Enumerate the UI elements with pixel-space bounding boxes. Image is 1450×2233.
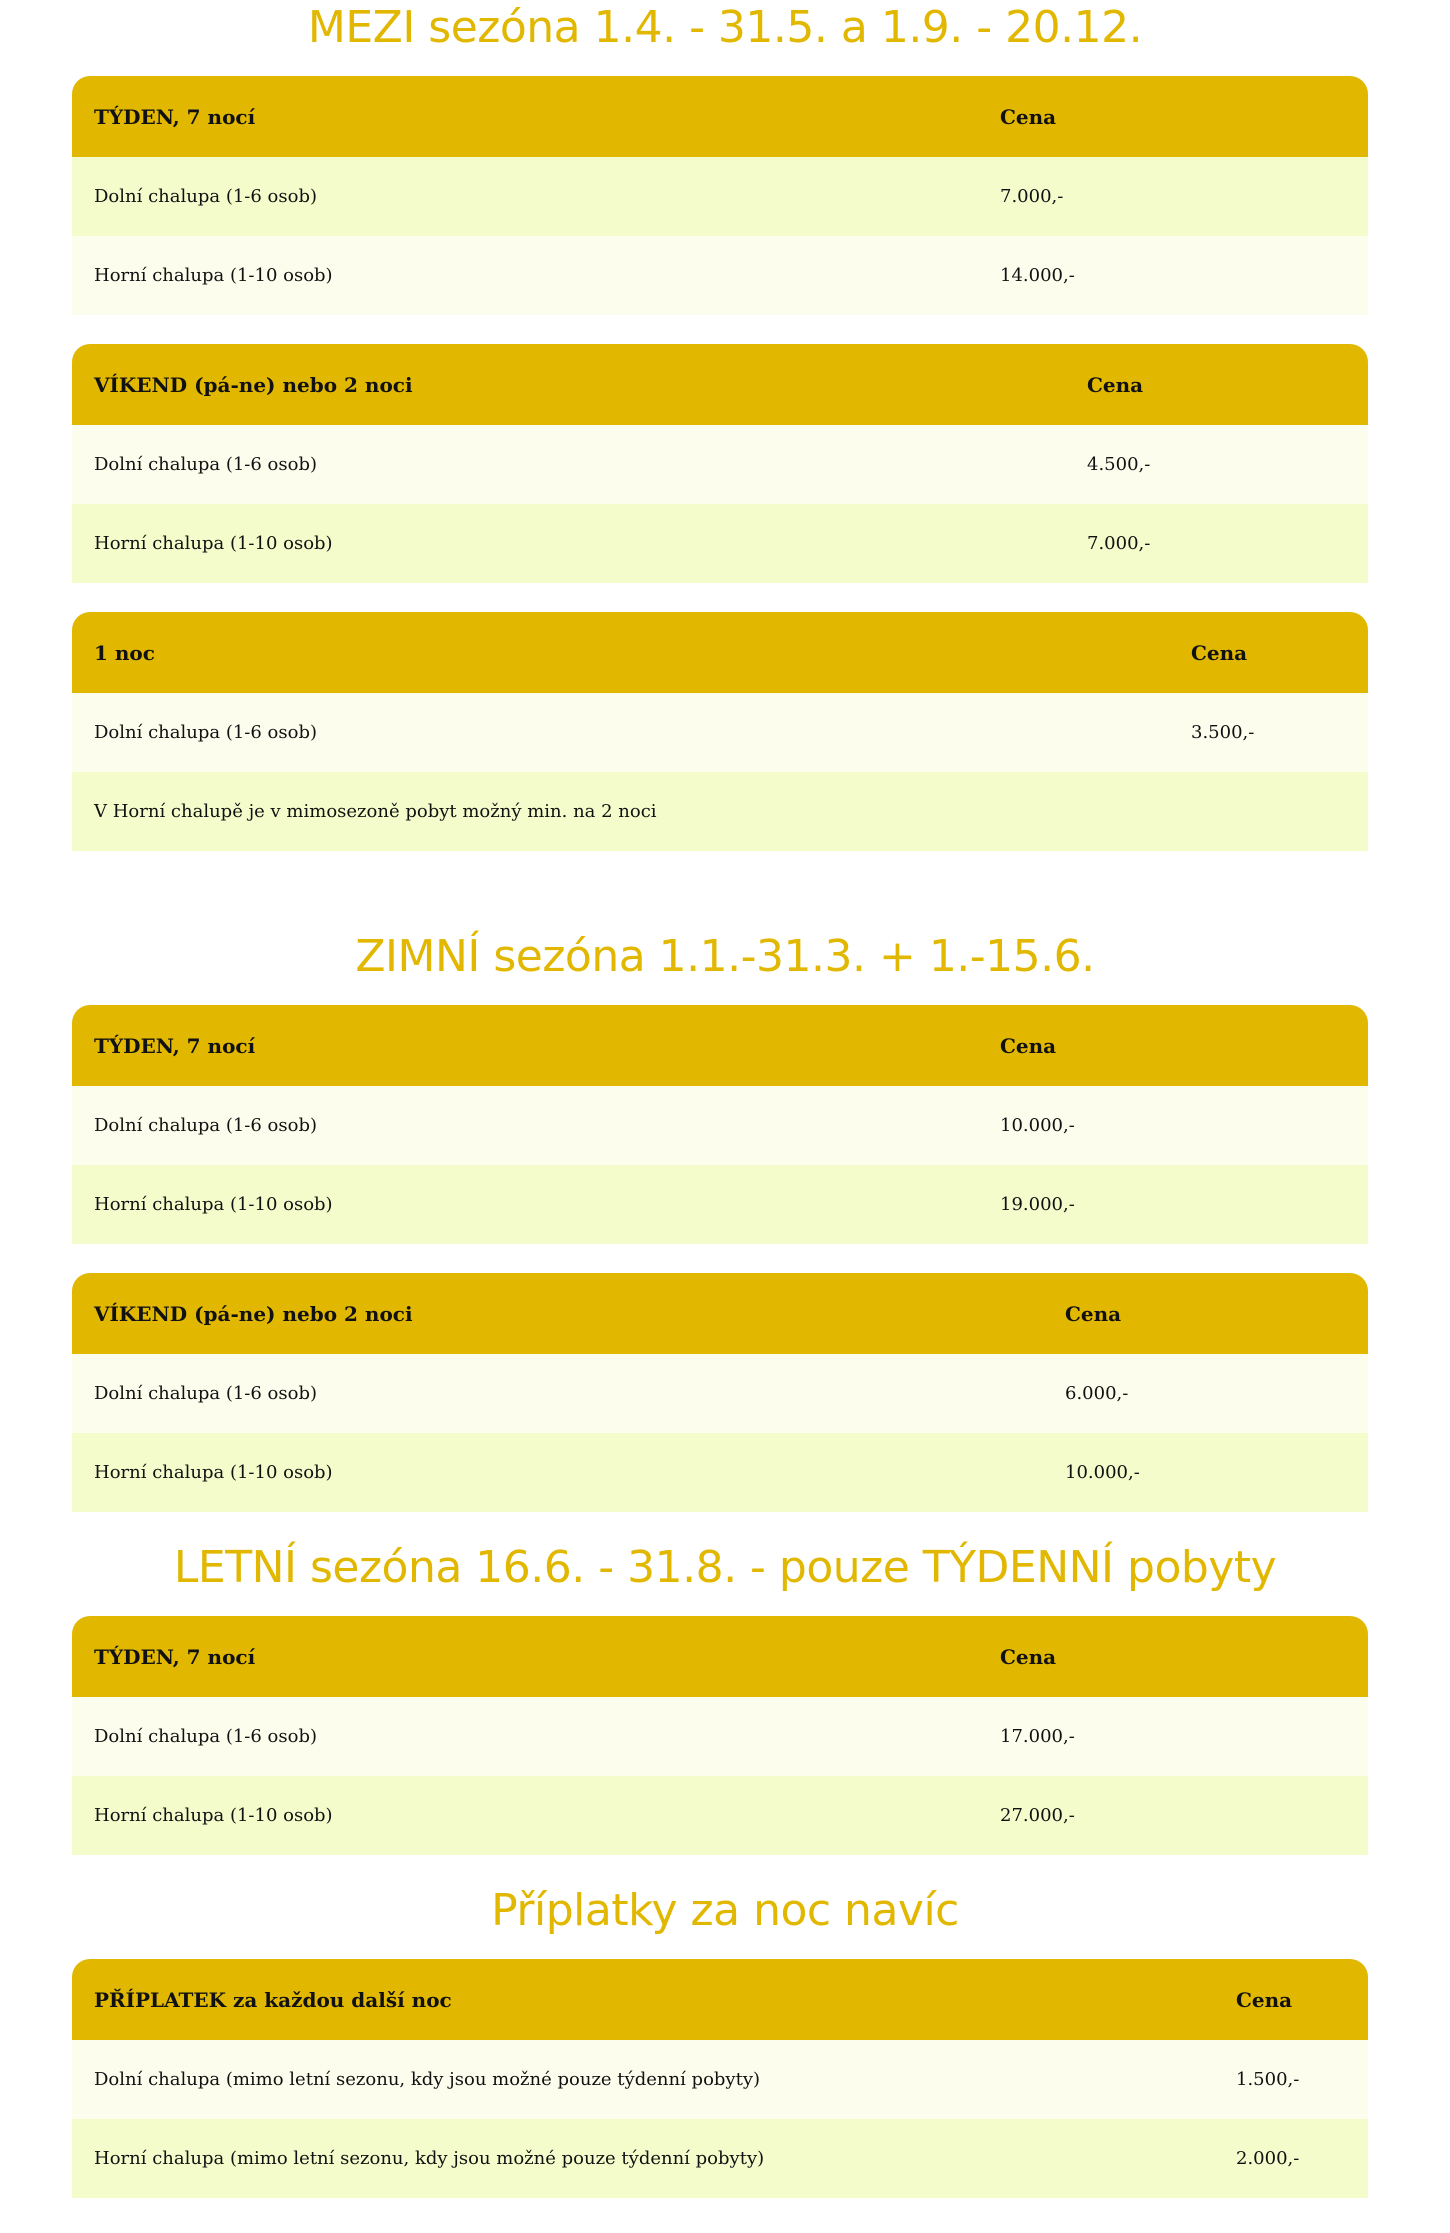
row-label: Dolní chalupa (1-6 osob): [72, 157, 978, 236]
price-table-zimni-weekend: [72, 1273, 1368, 1512]
table-row: [72, 1433, 1368, 1512]
table-header-price: Cena: [1043, 1273, 1368, 1354]
row-label: Dolní chalupa (1-6 osob): [72, 693, 1169, 772]
table-header-price: Cena: [1169, 612, 1368, 693]
row-label: Horní chalupa (1-10 osob): [72, 236, 978, 315]
price-table-letni-week: [72, 1616, 1368, 1855]
table-header-label: PŘÍPLATEK za každou další noc: [72, 1959, 1214, 2040]
table-header-label: VÍKEND (pá-ne) nebo 2 noci: [72, 1273, 1043, 1354]
table-row: [72, 1776, 1368, 1855]
row-price: [1169, 772, 1368, 851]
row-price: 2.000,-: [1214, 2119, 1368, 2198]
table-row: [72, 772, 1368, 851]
table-header-label: VÍKEND (pá-ne) nebo 2 noci: [72, 344, 1065, 425]
section-title-zimni: ZIMNÍ sezóna 1.1.-31.3. + 1.-15.6.: [355, 931, 1095, 982]
table-row: [72, 157, 1368, 236]
table-header-price: Cena: [978, 1616, 1368, 1697]
table-row: [72, 693, 1368, 772]
table-header-label: TÝDEN, 7 nocí: [72, 1616, 978, 1697]
row-label: Dolní chalupa (1-6 osob): [72, 1697, 978, 1776]
table-row: [72, 2040, 1368, 2119]
table-header-price: Cena: [978, 1005, 1368, 1086]
table-header-label: TÝDEN, 7 nocí: [72, 76, 978, 157]
row-label: Horní chalupa (1-10 osob): [72, 1776, 978, 1855]
price-table-mezi-weekend: [72, 344, 1368, 583]
table-row: [72, 1086, 1368, 1165]
row-label: Horní chalupa (1-10 osob): [72, 1165, 978, 1244]
row-label: Dolní chalupa (1-6 osob): [72, 1086, 978, 1165]
section-title-priplatky: Příplatky za noc navíc: [491, 1885, 959, 1936]
table-row: [72, 1354, 1368, 1433]
row-price: 6.000,-: [1043, 1354, 1368, 1433]
row-price: 4.500,-: [1065, 425, 1368, 504]
table-row: [72, 1697, 1368, 1776]
price-table-zimni-week: [72, 1005, 1368, 1244]
row-price: 10.000,-: [978, 1086, 1368, 1165]
section-title-mezi: MEZI sezóna 1.4. - 31.5. a 1.9. - 20.12.: [307, 2, 1143, 53]
table-row: [72, 425, 1368, 504]
price-table-surcharge: [72, 1959, 1368, 2198]
table-row: [72, 236, 1368, 315]
row-price: 17.000,-: [978, 1697, 1368, 1776]
row-price: 19.000,-: [978, 1165, 1368, 1244]
row-price: 10.000,-: [1043, 1433, 1368, 1512]
row-price: 3.500,-: [1169, 693, 1368, 772]
table-row: [72, 504, 1368, 583]
section-title-letni: LETNÍ sezóna 16.6. - 31.8. - pouze TÝDENNÍ pobyty: [173, 1542, 1277, 1593]
table-row: [72, 2119, 1368, 2198]
table-header-price: Cena: [978, 76, 1368, 157]
row-label: Horní chalupa (1-10 osob): [72, 1433, 1043, 1512]
row-price: 7.000,-: [978, 157, 1368, 236]
price-table-mezi-night: [72, 612, 1368, 851]
table-header-price: Cena: [1214, 1959, 1368, 2040]
row-label: Dolní chalupa (1-6 osob): [72, 1354, 1043, 1433]
price-table-mezi-week: [72, 76, 1368, 315]
table-header-label: 1 noc: [72, 612, 1169, 693]
row-label: Dolní chalupa (1-6 osob): [72, 425, 1065, 504]
row-label: Horní chalupa (mimo letní sezonu, kdy jsou možné pouze týdenní pobyty): [72, 2119, 1214, 2198]
table-row: [72, 1165, 1368, 1244]
row-price: 14.000,-: [978, 236, 1368, 315]
row-price: 7.000,-: [1065, 504, 1368, 583]
row-note: V Horní chalupě je v mimosezoně pobyt možný min. na 2 noci: [72, 772, 1169, 851]
table-header-price: Cena: [1065, 344, 1368, 425]
row-price: 27.000,-: [978, 1776, 1368, 1855]
row-label: Dolní chalupa (mimo letní sezonu, kdy jsou možné pouze týdenní pobyty): [72, 2040, 1214, 2119]
table-header-label: TÝDEN, 7 nocí: [72, 1005, 978, 1086]
row-label: Horní chalupa (1-10 osob): [72, 504, 1065, 583]
row-price: 1.500,-: [1214, 2040, 1368, 2119]
